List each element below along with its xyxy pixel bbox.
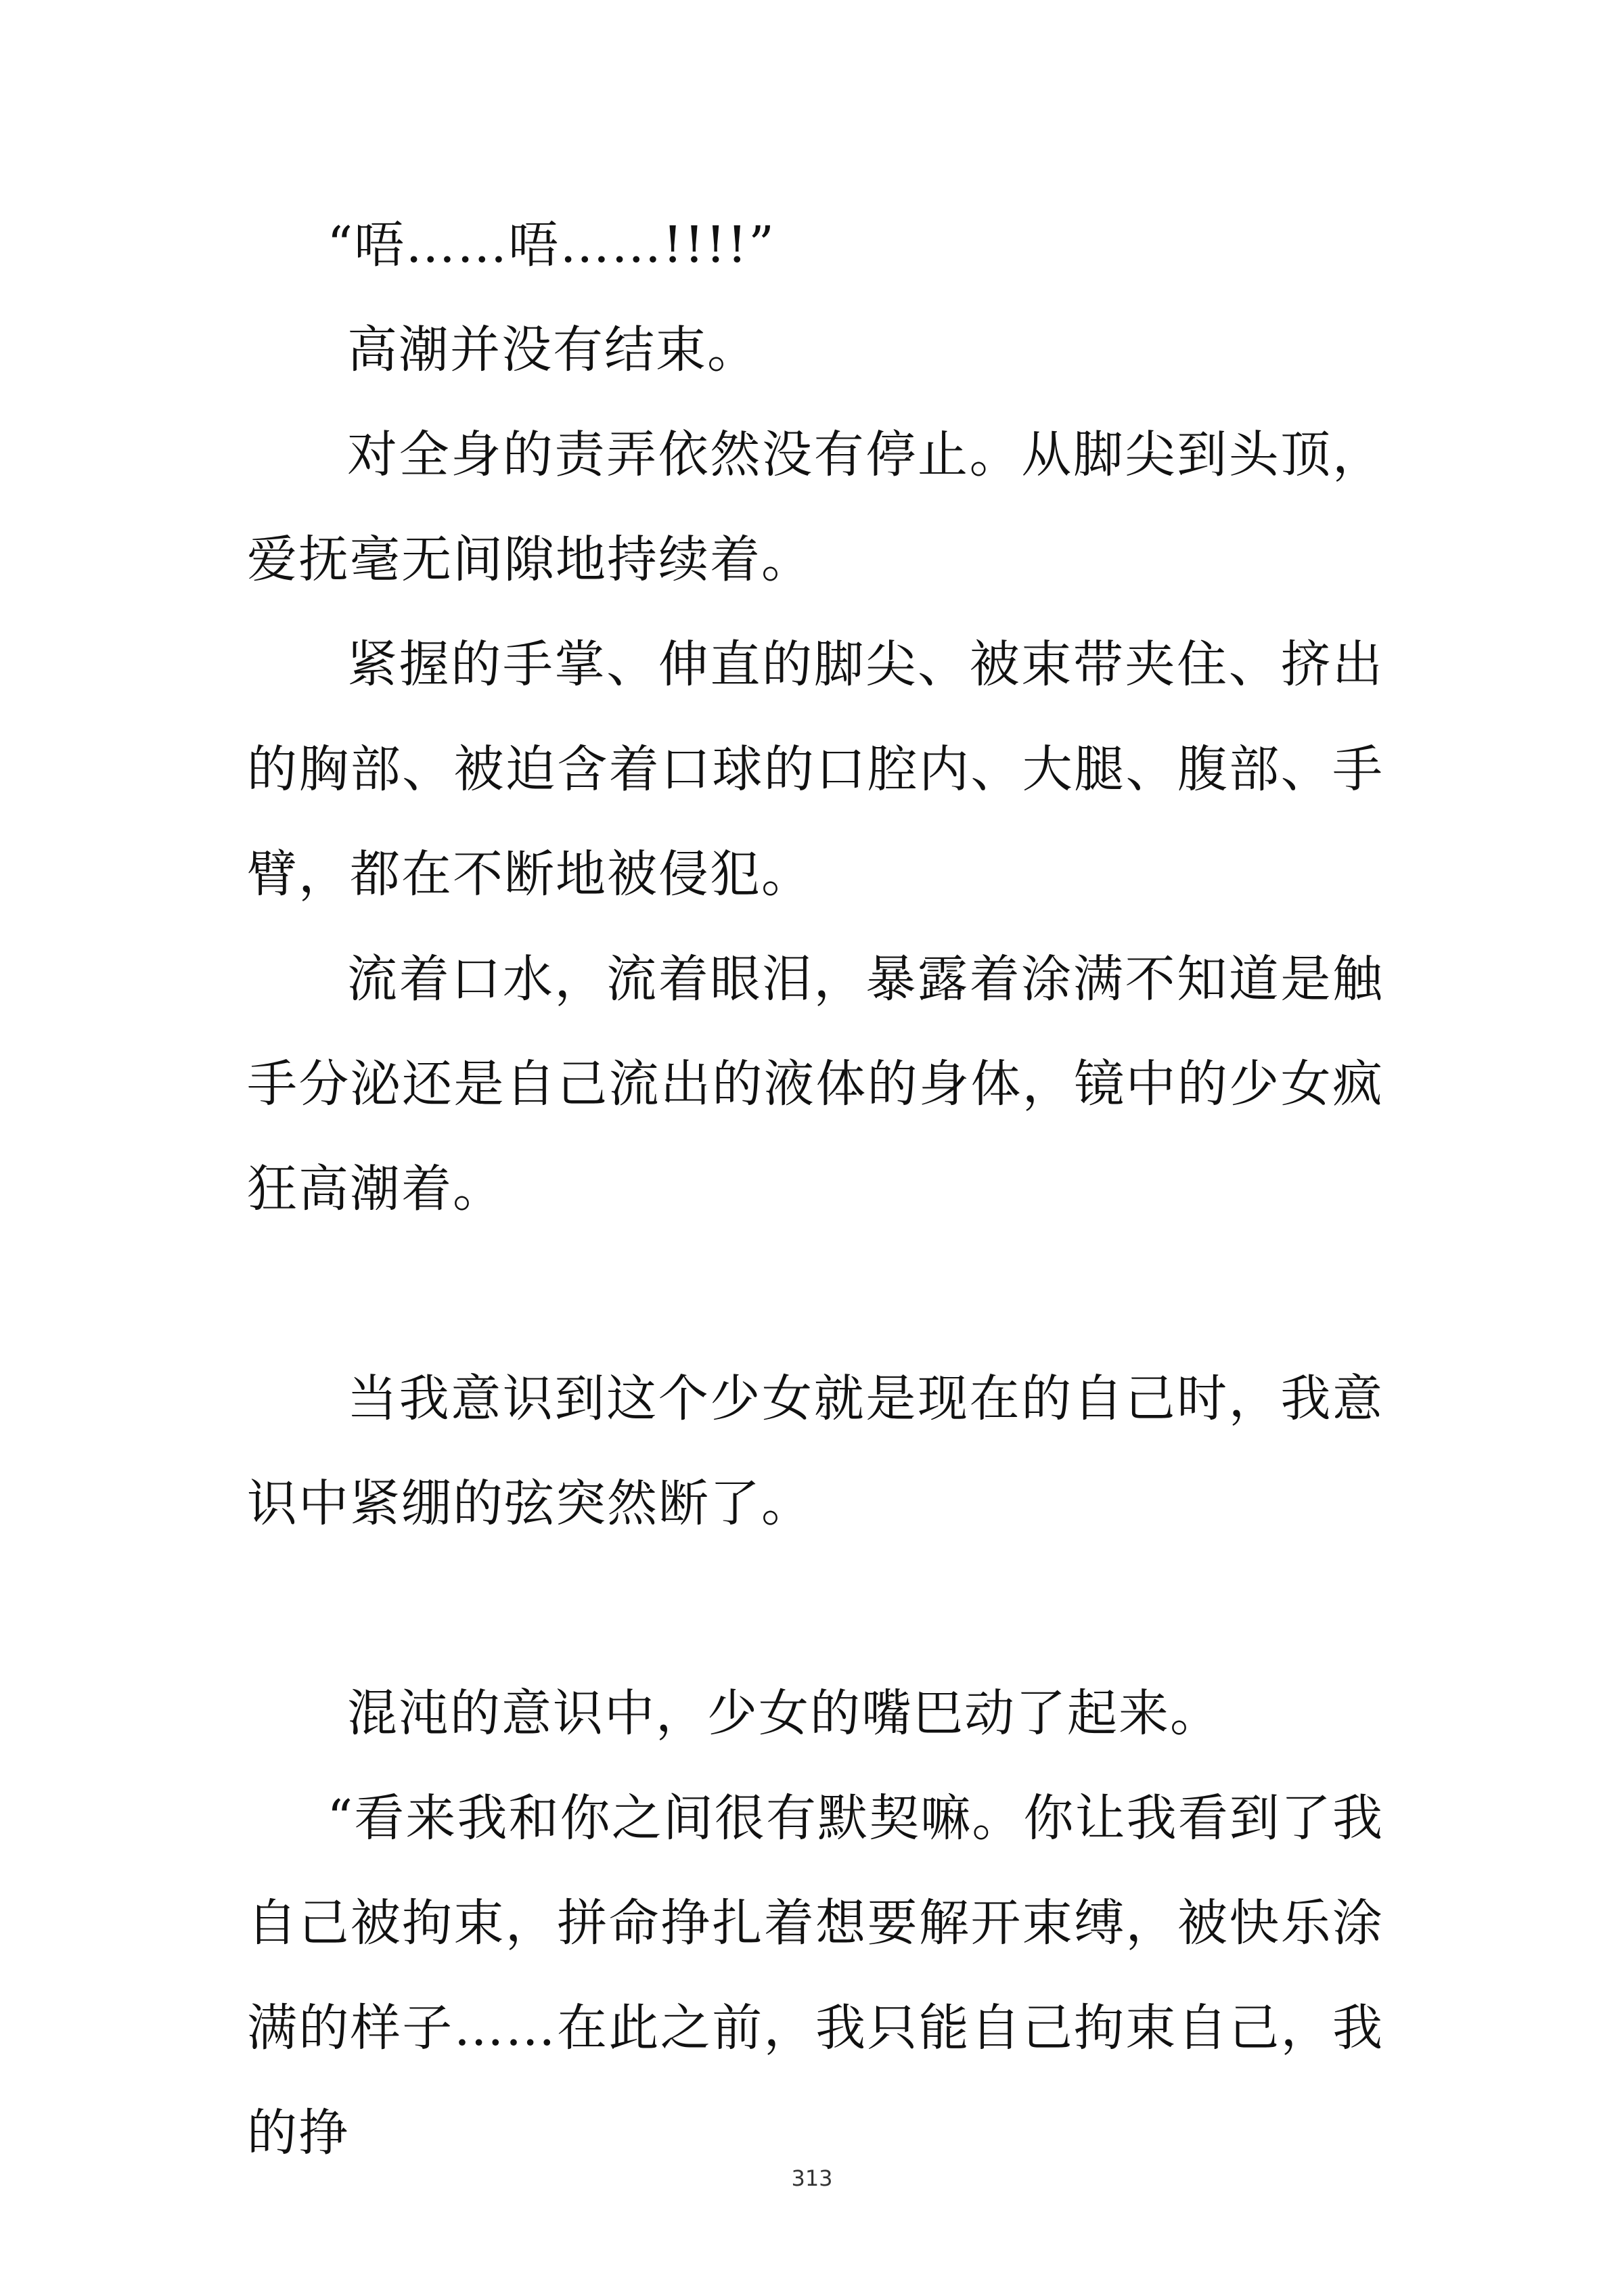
paragraph-7: 混沌的意识中，少女的嘴巴动了起来。 [347, 1684, 1221, 1742]
paragraph-4: 紧握的手掌、伸直的脚尖、被束带夹住、挤出的胸部、被迫含着口球的口腔内、大腿、腹部、手臂，都在不断地被侵犯。 [247, 635, 1384, 903]
paragraph-6: 当我意识到这个少女就是现在的自己时，我意识中紧绷的弦突然断了。 [247, 1370, 1384, 1533]
paragraph-1: “唔……唔……!!!!” [327, 216, 776, 274]
paragraph-5: 流着口水，流着眼泪，暴露着涂满不知道是触手分泌还是自己流出的液体的身体，镜中的少女疯狂高潮着。 [247, 950, 1384, 1218]
body-text [247, 193, 1384, 2186]
paragraph-3: 对全身的责弄依然没有停止。从脚尖到头顶，爱抚毫无间隙地持续着。 [247, 426, 1384, 589]
paragraph-2: 高潮并没有结束。 [347, 321, 759, 379]
page-number: 313 [791, 2165, 833, 2191]
paragraph-8: “看来我和你之间很有默契嘛。你让我看到了我自己被拘束，拼命挣扎着想要解开束缚，被快乐涂满的样子……在此之前，我只能自己拘束自己，我的挣 [247, 1789, 1384, 2162]
